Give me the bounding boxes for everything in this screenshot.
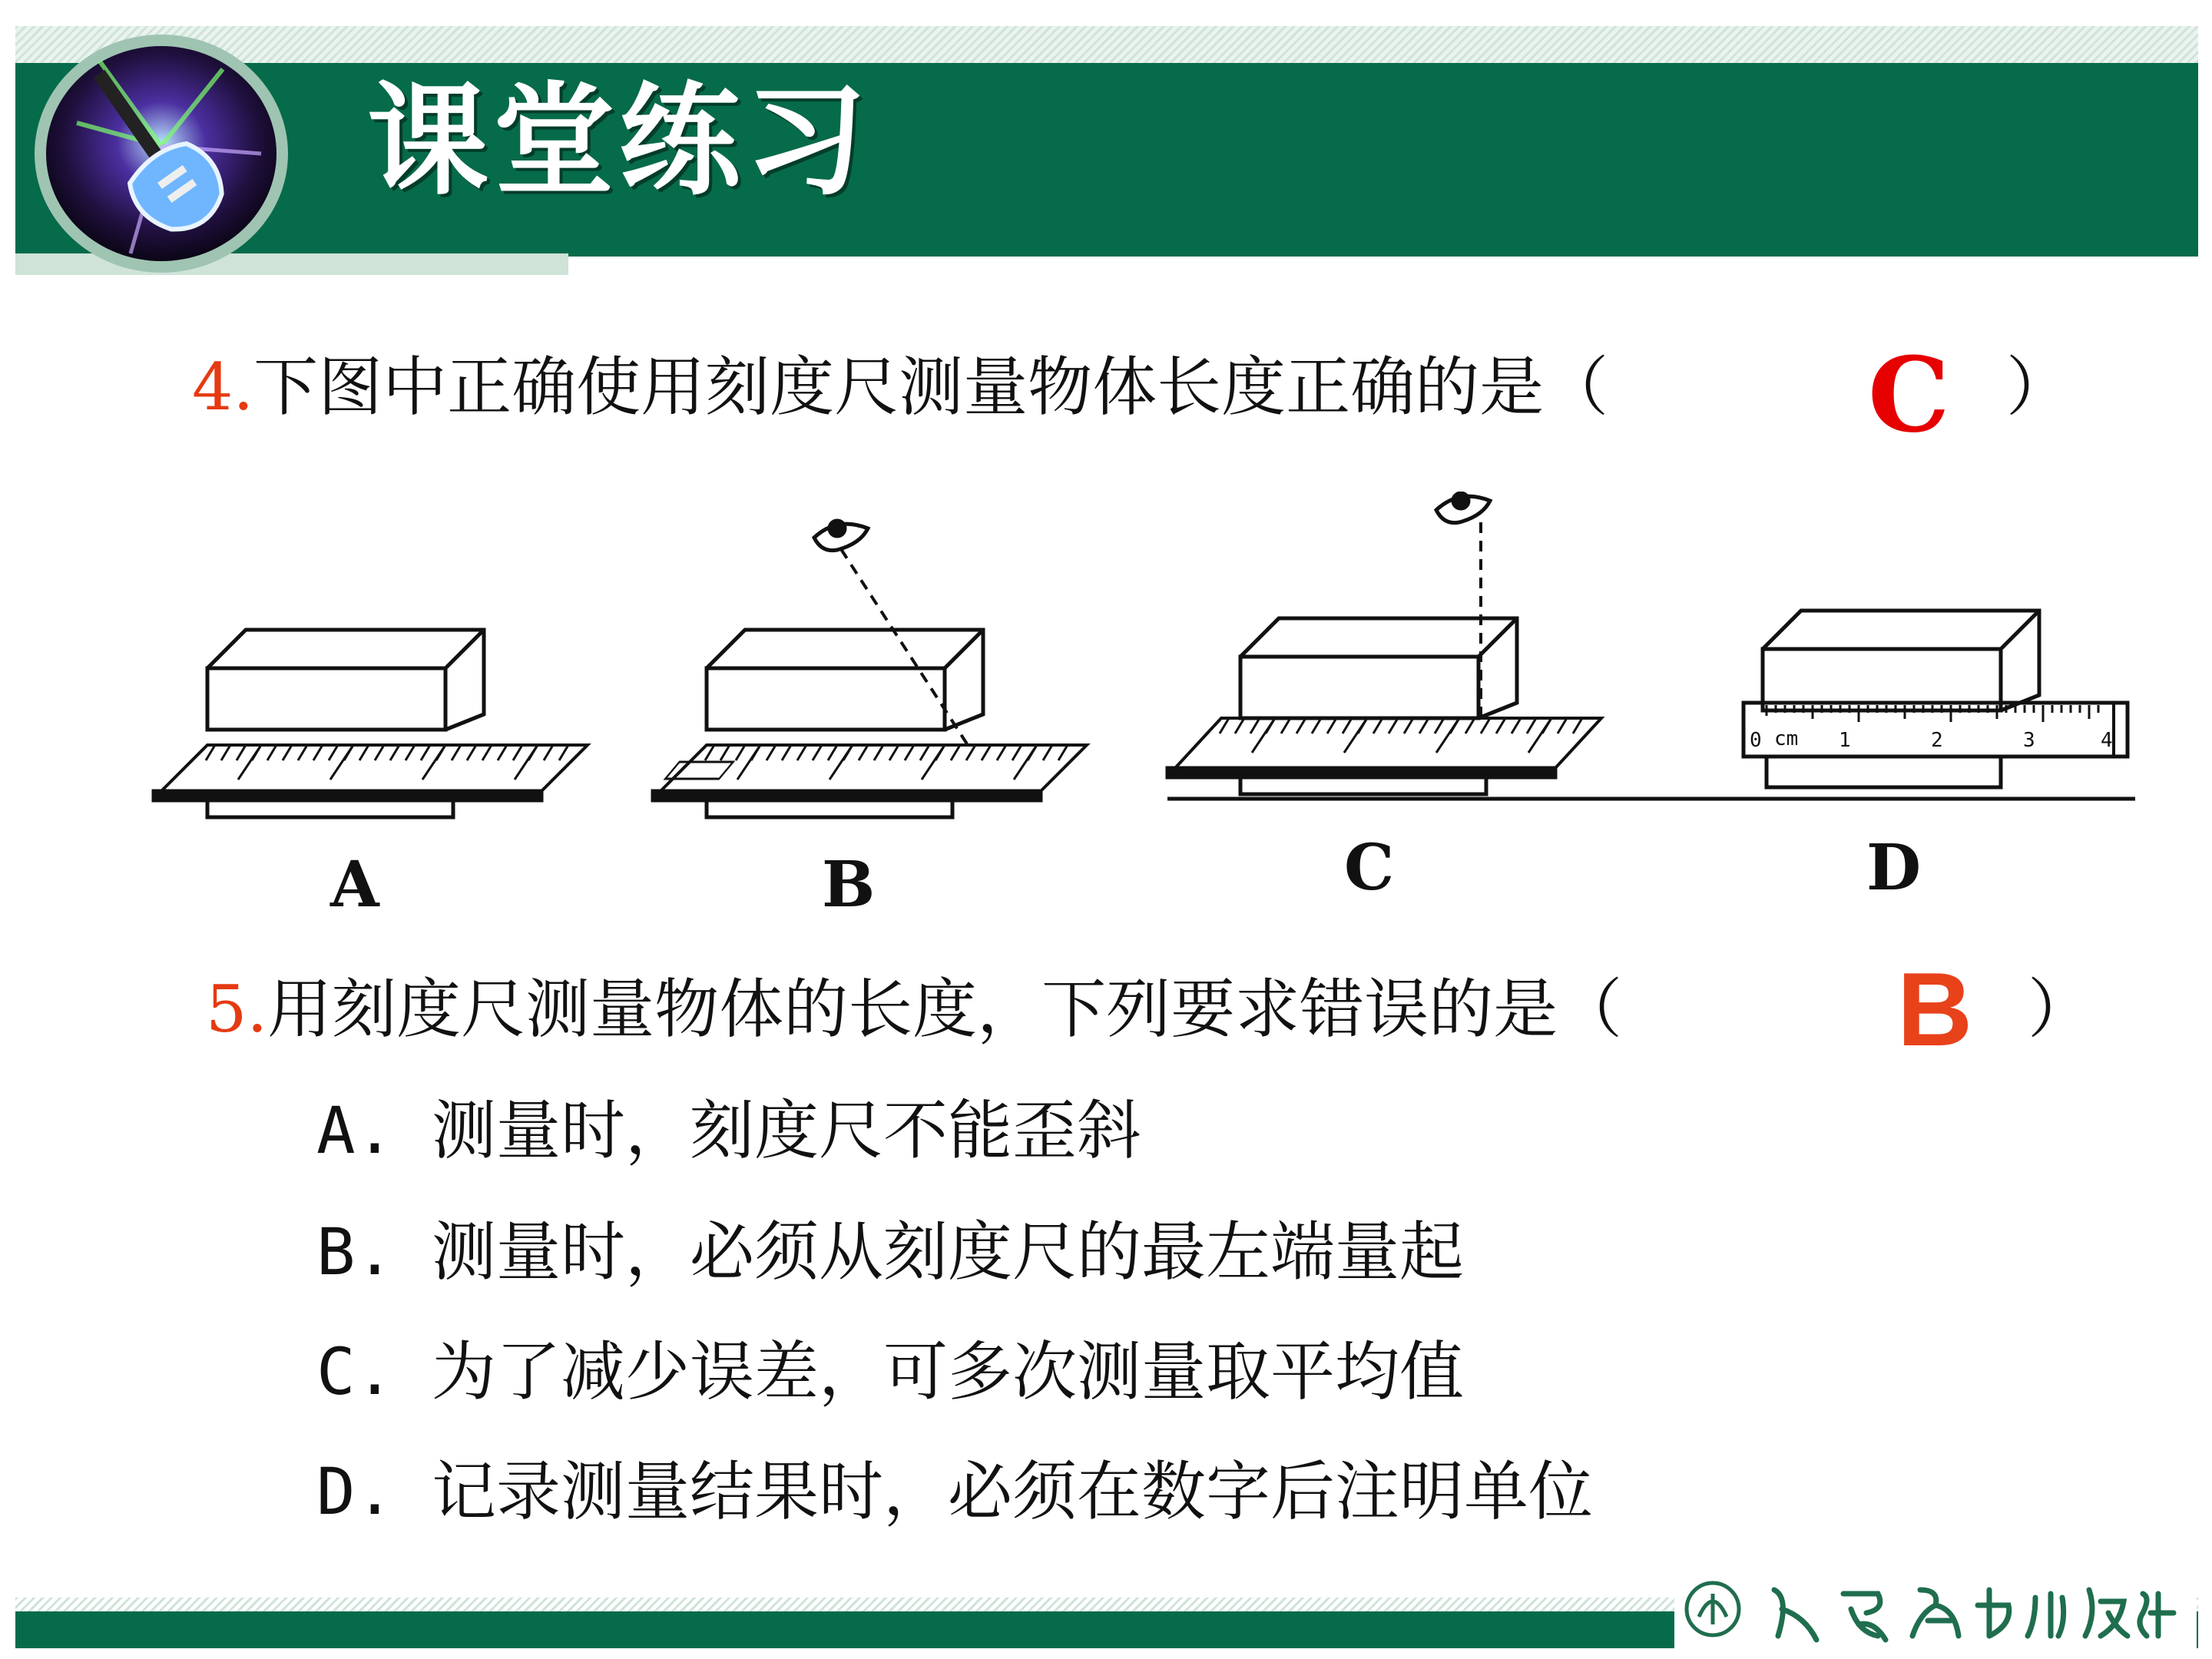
figure-label-c: C [1344, 831, 1395, 905]
question-4-number: 4. [192, 349, 254, 425]
question-5-text: 用刻度尺测量物体的长度，下列要求错误的是（ [267, 972, 1623, 1047]
option-d-letter: D. [316, 1454, 395, 1529]
option-a-text: 测量时，刻度尺不能歪斜 [432, 1093, 1142, 1168]
option-d-text: 记录测量结果时，必须在数字后注明单位 [432, 1454, 1594, 1529]
option-b-letter: B. [316, 1214, 395, 1290]
question-5-number: 5. [206, 972, 268, 1047]
option-a [316, 1093, 1142, 1168]
scenario-a-drawing [146, 630, 588, 817]
header-stripe [15, 26, 2198, 65]
question-5 [206, 972, 1623, 1047]
option-c-letter: C. [316, 1334, 395, 1409]
ruler-d-tick-0: 0 [1750, 729, 1762, 752]
option-a-letter: A. [316, 1093, 395, 1168]
question-5-answer: B [1897, 951, 1973, 1068]
question-4 [192, 349, 1609, 425]
option-b-text: 测量时，必须从刻度尺的最左端量起 [432, 1214, 1465, 1290]
scenario-c-drawing [1167, 493, 2135, 799]
question-5-close-paren: ） [2028, 972, 2093, 1047]
scenario-b-drawing [653, 521, 1087, 817]
figure-label-a: A [330, 848, 379, 922]
option-c-text: 为了减少误差，可多次测量取平均值 [432, 1334, 1465, 1409]
question-4-answer: C [1868, 334, 1950, 455]
question-4-close-paren: ） [2006, 349, 2071, 425]
ruler-d-tick-2: 2 [1931, 729, 1943, 752]
option-b [316, 1214, 1465, 1290]
measurement-figure [146, 492, 2158, 952]
figure-label-d: D [1866, 831, 1922, 905]
page-title: 课堂练习 [367, 71, 871, 212]
figure-label-b: B [822, 848, 876, 922]
option-c [316, 1334, 1465, 1409]
option-d [316, 1454, 1594, 1529]
ruler-d-tick-4: 4 [2101, 729, 2113, 752]
ruler-d-tick-3: 3 [2023, 729, 2035, 752]
header-band [15, 63, 2198, 257]
scenario-d-drawing [1743, 611, 2128, 787]
ruler-d-unit: cm [1774, 727, 1799, 750]
question-4-text: 下图中正确使用刻度尺测量物体长度正确的是（ [253, 349, 1609, 425]
publisher-logo-icon [1674, 1567, 2197, 1651]
ruler-d-tick-1: 1 [1839, 729, 1851, 752]
guitar-logo-icon [31, 31, 292, 276]
